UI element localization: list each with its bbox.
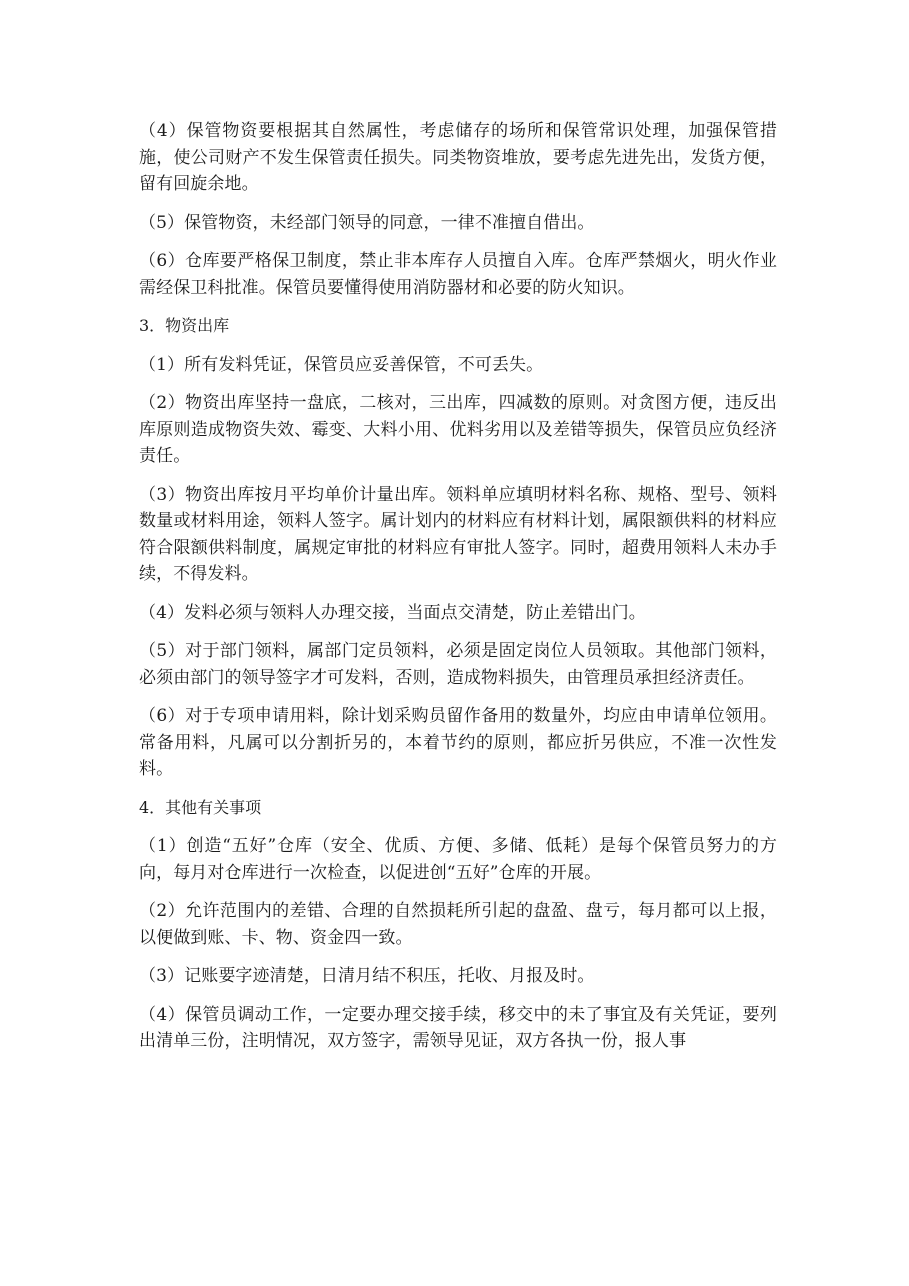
para-2-5: （5）保管物资，未经部门领导的同意，一律不准擅自借出。 xyxy=(139,212,595,233)
section-3-heading: 3．物资出库 xyxy=(139,316,230,335)
para-3-1: （1）所有发料凭证，保管员应妥善保管，不可丢失。 xyxy=(139,354,544,375)
section-4-heading: 4．其他有关事项 xyxy=(139,797,262,817)
document-page xyxy=(139,118,777,1067)
para-3-5: （5）对于部门领料，属部门定员领料，必须是固定岗位人员领取。其他部门领料，必须由部门的领导签字才可发料，否则，造成物料损失，由管理员承担经济责任。 xyxy=(139,641,777,688)
para-3-3: （3）物资出库按月平均单价计量出库。领料单应填明材料名称、规格、型号、领料数量或材料用途，领料人签字。属计划内的材料应有材料计划，属限额供料的材料应符合限额供料制度，属规定审批的材料应有审批人签字。同时，超费用领料人未办手续，不得发料。 xyxy=(139,484,777,584)
para-3-2: （2）物资出库坚持一盘底，二核对，三出库，四减数的原则。对贪图方便，违反出库原则造成物资失效、霉变、大料小用、优料劣用以及差错等损失，保管员应负经济责任。 xyxy=(139,393,777,466)
para-4-2: （2）允许范围内的差错、合理的自然损耗所引起的盘盈、盘亏，每月都可以上报，以便做到账、卡、物、资金四一致。 xyxy=(139,901,777,948)
para-4-4: （4）保管员调动工作，一定要办理交接手续，移交中的未了事宜及有关凭证，要列出清单三份，注明情况，双方签字，需领导见证，双方各执一份，报人事 xyxy=(139,1004,777,1051)
para-4-3: （3）记账要字迹清楚，日清月结不积压，托收、月报及时。 xyxy=(139,966,595,986)
para-2-6: （6）仓库要严格保卫制度，禁止非本库存人员擅自入库。仓库严禁烟火，明火作业需经保卫科批准。保管员要懂得使用消防器材和必要的防火知识。 xyxy=(139,251,777,298)
para-2-4: （4）保管物资要根据其自然属性，考虑储存的场所和保管常识处理，加强保管措施，使公司财产不发生保管责任损失。同类物资堆放，要考虑先进先出，发货方便，留有回旋余地。 xyxy=(139,121,777,194)
para-3-4: （4）发料必须与领料人办理交接，当面点交清楚，防止差错出门。 xyxy=(139,602,646,623)
para-4-1: （1）创造“五好”仓库（安全、优质、方便、多储、低耗）是每个保管员努力的方向，每月对仓库进行一次检查，以促进创“五好”仓库的开展。 xyxy=(139,836,777,883)
para-3-6: （6）对于专项申请用料，除计划采购员留作备用的数量外，均应由申请单位领用。常备用料，凡属可以分割折另的，本着节约的原则，都应折另供应，不准一次性发料。 xyxy=(139,706,777,779)
